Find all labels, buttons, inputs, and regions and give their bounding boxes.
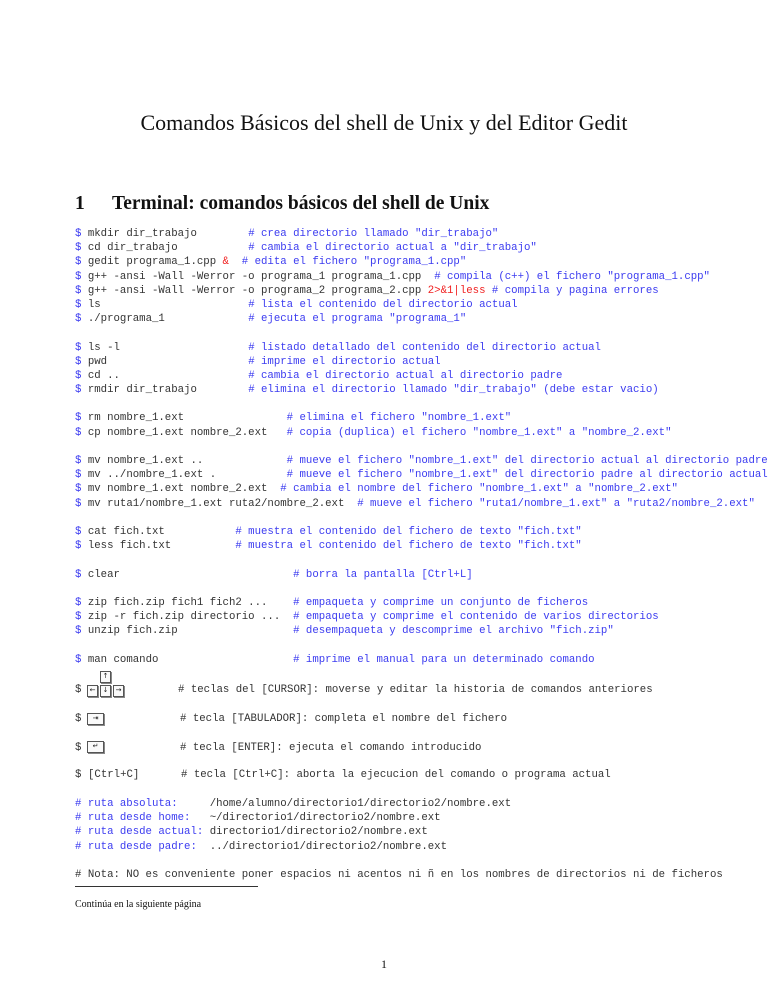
page-number: 1 [381, 957, 387, 971]
prompt: $ [75, 596, 82, 609]
prompt: $ [75, 653, 82, 666]
path-label: # ruta absoluta: [75, 798, 210, 810]
prompt: $ [75, 284, 82, 297]
command-comment: # borra la pantalla [Ctrl+L] [293, 568, 473, 581]
prompt: $ [75, 298, 82, 311]
command-text: man comando [87, 653, 294, 666]
enter-key-comment: # tecla [ENTER]: ejecuta el comando introducido [180, 742, 482, 754]
path-line [75, 797, 511, 811]
command-text: mv nombre_1.ext .. [87, 455, 287, 467]
section-title: Terminal: comandos básicos del shell de Unix [112, 193, 490, 214]
command-text: gedit programa_1.cpp [87, 256, 223, 269]
prompt: $ [75, 769, 82, 781]
prompt: $ [75, 568, 82, 581]
ctrl-c-comment: # tecla [Ctrl+C]: aborta la ejecucion del comando o programa actual [181, 769, 611, 781]
command-line [75, 312, 768, 326]
command-line [75, 553, 768, 567]
command-text: cd dir_trabajo [87, 242, 249, 255]
prompt: $ [75, 540, 82, 553]
path-examples [75, 797, 511, 854]
command-comment: # compila y pagina errores [491, 284, 659, 297]
command-comment: # empaqueta y comprime el contenido de varios directorios [293, 611, 659, 624]
command-text: g++ -ansi -Wall -Werror -o programa_2 programa_2.cpp [87, 284, 428, 297]
command-text: clear [87, 568, 294, 581]
command-text: cat fich.txt [87, 525, 236, 538]
command-text: rm nombre_1.ext [87, 412, 287, 425]
ctrl-c-label: [Ctrl+C] [88, 769, 140, 781]
prompt: $ [75, 369, 82, 382]
command-spacing [229, 256, 242, 268]
command-line [75, 270, 768, 284]
highlighted-operator: & [222, 256, 229, 269]
path-line [75, 811, 511, 825]
arrow-right-key-icon: → [113, 685, 124, 697]
prompt: $ [75, 497, 82, 510]
arrow-down-key-icon: ↓ [100, 685, 111, 697]
command-text: zip fich.zip fich1 fich2 ... [87, 596, 294, 609]
command-line [75, 255, 768, 269]
path-value: ../directorio1/directorio2/nombre.ext [209, 840, 447, 853]
command-comment: # edita el fichero "programa_1.cpp" [241, 256, 467, 269]
command-text: ls [87, 298, 249, 311]
command-line [75, 440, 768, 454]
footnote-rule [75, 886, 258, 887]
prompt: $ [75, 684, 82, 696]
command-comment: # empaqueta y comprime un conjunto de ficheros [293, 596, 589, 609]
command-text: mkdir dir_trabajo [87, 228, 249, 240]
tab-key-icon: ⇥ [87, 713, 104, 725]
prompt: $ [75, 412, 82, 425]
command-line [75, 596, 768, 610]
prompt: $ [75, 355, 82, 368]
prompt: $ [75, 525, 82, 538]
note: # Nota: NO es conveniente poner espacios ni acentos ni ñ en los nombres de directorios ni de ficheros [75, 869, 723, 881]
command-text: mv ruta1/nombre_1.ext ruta2/nombre_2.ext [87, 497, 358, 510]
command-comment: # imprime el directorio actual [248, 355, 441, 368]
command-comment: # cambia el nombre del fichero "nombre_1.ext" a "nombre_2.ext" [280, 483, 678, 496]
path-value: directorio1/directorio2/nombre.ext [209, 826, 428, 839]
continues-note: Continúa en la siguiente página [75, 899, 202, 910]
command-line [75, 539, 768, 553]
command-comment: # copia (duplica) el fichero "nombre_1.ext" a "nombre_2.ext" [286, 426, 672, 439]
prompt: $ [75, 713, 82, 725]
prompt: $ [75, 625, 82, 638]
command-line [75, 284, 768, 298]
path-value: /home/alumno/directorio1/directorio2/nombre.ext [209, 798, 512, 810]
command-text: less fich.txt [87, 540, 236, 553]
prompt: $ [75, 270, 82, 283]
command-comment: # elimina el fichero "nombre_1.ext" [286, 412, 512, 425]
path-label: # ruta desde padre: [75, 840, 210, 853]
command-line [75, 468, 768, 482]
prompt: $ [75, 426, 82, 439]
command-text: mv nombre_1.ext nombre_2.ext [87, 483, 281, 496]
command-line [75, 241, 768, 255]
command-listing [75, 227, 768, 667]
section-number: 1 [75, 193, 85, 214]
section-heading [75, 193, 489, 215]
command-text: cd .. [87, 369, 249, 382]
command-line [75, 426, 768, 440]
prompt: $ [75, 242, 82, 255]
command-comment: # desempaqueta y descomprime el archivo "fich.zip" [293, 625, 614, 638]
command-line [75, 227, 768, 241]
command-text: ./programa_1 [87, 313, 249, 326]
prompt: $ [75, 742, 82, 754]
command-comment: # muestra el contenido del fichero de texto "fich.txt" [235, 540, 582, 553]
command-line [75, 497, 768, 511]
command-text: pwd [87, 355, 249, 368]
path-line [75, 825, 511, 839]
command-comment: # crea directorio llamado "dir_trabajo" [248, 228, 499, 240]
arrow-up-key-icon: ↑ [100, 671, 111, 683]
prompt: $ [75, 611, 82, 624]
command-comment: # muestra el contenido del fichero de texto "fich.txt" [235, 525, 582, 538]
command-comment: # mueve el fichero "ruta1/nombre_1.ext" a "ruta2/nombre_2.ext" [357, 497, 755, 510]
arrow-left-key-icon: ← [87, 685, 98, 697]
path-label: # ruta desde home: [75, 812, 210, 825]
path-line [75, 840, 511, 854]
command-line [75, 525, 768, 539]
command-comment: # compila (c++) el fichero "programa_1.cpp" [434, 270, 710, 283]
command-line [75, 298, 768, 312]
command-text: rmdir dir_trabajo [87, 384, 249, 397]
path-value: ~/directorio1/directorio2/nombre.ext [209, 812, 441, 825]
enter-key-icon: ↵ [87, 741, 104, 753]
command-text: zip -r fich.zip directorio ... [87, 611, 294, 624]
cursor-keys-comment: # teclas del [CURSOR]: moverse y editar la historia de comandos anteriores [178, 684, 653, 696]
command-text: cp nombre_1.ext nombre_2.ext [87, 426, 287, 439]
command-comment: # cambia el directorio actual a "dir_trabajo" [248, 242, 537, 255]
command-comment: # elimina el directorio llamado "dir_trabajo" (debe estar vacio) [248, 384, 659, 397]
command-line [75, 653, 768, 667]
command-comment: # imprime el manual para un determinado comando [293, 653, 595, 666]
document-title: Comandos Básicos del shell de Unix y del Editor Gedit [140, 110, 628, 135]
command-line [75, 341, 768, 355]
prompt: $ [75, 341, 82, 354]
command-line [75, 610, 768, 624]
command-line [75, 511, 768, 525]
command-comment: # mueve el fichero "nombre_1.ext" del directorio actual al directorio padre [286, 455, 768, 467]
command-line [75, 355, 768, 369]
command-line [75, 397, 768, 411]
tab-key-comment: # tecla [TABULADOR]: completa el nombre del fichero [180, 713, 508, 725]
command-text: mv ../nombre_1.ext . [87, 469, 287, 482]
command-comment: # ejecuta el programa "programa_1" [248, 313, 467, 326]
command-line [75, 411, 768, 425]
command-line [75, 568, 768, 582]
command-line [75, 454, 768, 468]
prompt: $ [75, 455, 82, 467]
command-text: unzip fich.zip [87, 625, 294, 638]
command-line [75, 624, 768, 638]
prompt: $ [75, 256, 82, 269]
prompt: $ [75, 469, 82, 482]
command-comment: # mueve el fichero "nombre_1.ext" del directorio padre al directorio actual [286, 469, 768, 482]
prompt: $ [75, 228, 82, 240]
prompt: $ [75, 313, 82, 326]
command-comment: # lista el contenido del directorio actual [248, 298, 518, 311]
command-text: ls -l [87, 341, 249, 354]
command-line [75, 369, 768, 383]
command-line [75, 383, 768, 397]
path-label: # ruta desde actual: [75, 826, 210, 839]
prompt: $ [75, 384, 82, 397]
command-line [75, 582, 768, 596]
command-comment: # cambia el directorio actual al directorio padre [248, 369, 563, 382]
prompt: $ [75, 483, 82, 496]
command-line [75, 638, 768, 652]
command-line [75, 482, 768, 496]
command-comment: # listado detallado del contenido del directorio actual [248, 341, 601, 354]
highlighted-operator: 2>&1|less [427, 284, 486, 297]
command-line [75, 326, 768, 340]
command-text: g++ -ansi -Wall -Werror -o programa_1 programa_1.cpp [87, 270, 435, 283]
